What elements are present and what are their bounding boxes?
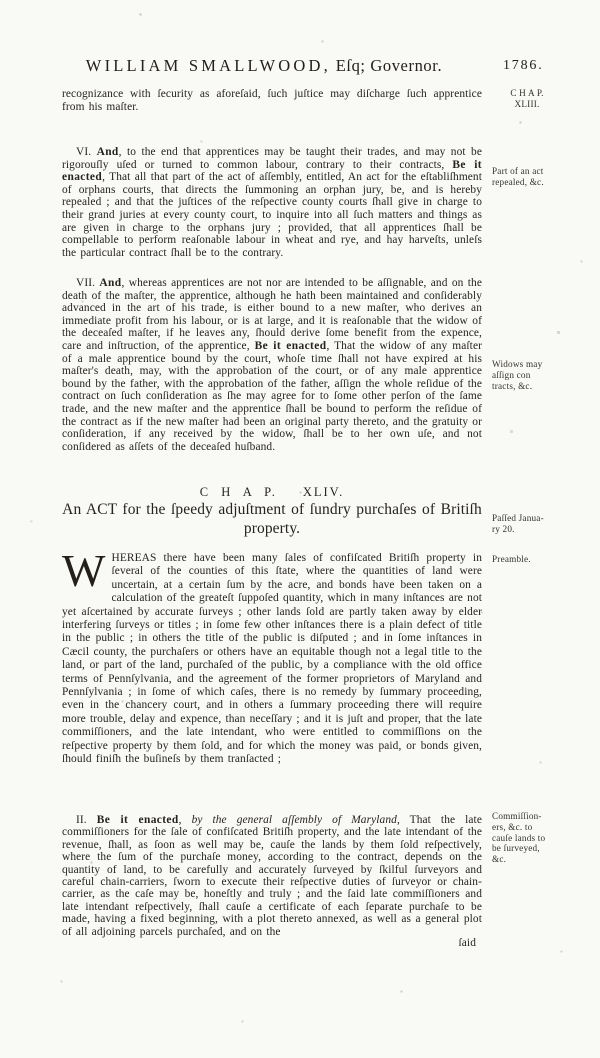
margin-note-part-repealed: Part of an act repealed, &c. — [492, 166, 544, 187]
margin-note-widows-assign: Widows may aſſign con tracts, &c. — [492, 359, 543, 391]
margin-note-preamble: Preamble. — [492, 554, 531, 564]
paper-speckles — [0, 0, 1, 1]
paragraph-section-vi: VI. And, to the end that apprentices may be taught their trades, and may not be rigorouſly uſed or turned to common labour, contrary to their contracts, Be it enacted, That all that part of the act of aſſembly, entitled, An act for the eſtabliſhment of orphans courts, that directs the ſummoning an orphan jury, be, and is hereby repealed ; and that the juſtices of the reſpective county courts ſhall give in charge to their grand juries at every county court, to inquire into all ſuch matters and things as are given in charge to the orphans jury ; provided, that all apprentices ſhall be compellable to perform reaſonable labour in wheat and rye, and hay harveſts, unleſs the particular contract ſhall be to the contrary. — [62, 146, 482, 259]
paragraph-section-ii: II. Be it enacted, by the general aſſembly of Maryland, That the late commiſſioners for the ſale of confiſcated Britiſh property, and the late intendant of the revenue, ſhall, as ſoon as well may be, cauſe the lands by them ſold reſpectively, where the ſum of the purchaſe money, according to the contract, depends on the quantity of land, to be carefully and accurately ſurveyed by ſkilful ſurveyors and careful chain-carriers, ſworn to execute their reſpective duties of ſurveyor or chain-carrier, as the caſe may be, honeſtly and truly ; and the ſaid late commiſſioners and late intendant reſpectively, ſhall cauſe a certificate of each ſeparate purchaſe to be made, having a fixed beginning, with a plot thereto annexed, as well as a general plot of all adjoining parcels purchaſed, and on the — [62, 814, 482, 938]
margin-note-passed-date: Paſſed Janua- ry 20. — [492, 513, 544, 534]
margin-note-commissioners: Commiſſion- ers, &c. to cauſe lands to be ſurveyed, &c. — [492, 811, 546, 865]
page-header — [58, 56, 470, 76]
chapter-label: C H A P. — [199, 485, 277, 499]
act-title: An ACT for the ſpeedy adjuſtment of ſundry purchaſes of Britiſh property. — [62, 501, 482, 537]
governor-title: Eſq; Governor. — [330, 56, 443, 75]
chapter-heading — [62, 486, 482, 499]
chapter-number: XLIV. — [302, 485, 345, 499]
paragraph-continuation: recognizance with ſecurity as aforeſaid, ſuch juſtice may diſcharge ſuch apprentice from his maſter. — [62, 88, 482, 113]
catchword: ſaid — [458, 937, 476, 949]
year-label: 1786. — [503, 58, 544, 73]
paragraph-section-vii: VII. And, whereas apprentices are not nor are intended to be aſſignable, and on the death of the maſter, the apprentice, although he hath been maintained and conſiderably advanced in the art of his trade, is either bound to a new maſter, who derives an immediate profit from his labour, or is at large, and it is reaſonable that the widow of the deceaſed maſter, if he leaves any, ſhould derive ſome benefit from the expence, care and inſtruction, of the apprentice, Be it enacted, That the widow of any maſter of a male apprentice bound by the court, whoſe time ſhall not have expired at his maſter's death, may, with the approbation of the court, or of any male apprentice bound by the father, with the approbation of the father, aſſign the whole reſidue of the contract on ſuch conſideration as ſhe may agree for to ſome other perſon of the ſame trade, and the new maſter and the apprentice ſhall be bound to perform the reſidue of the contract as if the new maſter had been an original party thereto, and the gratuity or conſideration, if any received by the widow, ſhall be to her own uſe, and not conſidered as aſſets of the deceaſed huſband. — [62, 277, 482, 453]
paragraph-preamble: WHEREAS there have been many ſales of confiſcated Britiſh property in ſeveral of the counties of this ſtate, where the quantities of land were uncertain, at a certain ſum by the acre, and bonds have been taken on a calculation of the greateſt ſuppoſed quantity, which in many inſtances are not yet aſcertained by accurate ſurveys ; other lands ſold are partly taken away by elder interfering ſurveys or titles ; in ſome few other inſtances there is a plain defect of title in the public ; in others the title of the public is diſputed ; and in ſome inſtances in Cæcil county, the purchaſers or others have an equitable though not a legal title to the land, or part of the land, purchaſed of the public, by a compliance with the old office terms of Pennſylvania, and the agreement of the former proprietors of Maryland and Pennſylvania ; in ſome of which caſes, there is no remedy by ſummary proceeding, even in the chancery court, and in others a ſummary proceeding there will require more trouble, delay and expence, than neceſſary ; and it is juſt and proper, that the late commiſſioners, and the late intendant, who were entitled to commiſſions on the reſpective property by them ſold, and for which the money was paid, or bonds given, ſhould finiſh the buſineſs by them tranſacted ; — [62, 545, 482, 766]
margin-note-chap-xliii: C H A P. XLIII. — [510, 88, 544, 109]
governor-name: WILLIAM SMALLWOOD, — [85, 56, 331, 75]
